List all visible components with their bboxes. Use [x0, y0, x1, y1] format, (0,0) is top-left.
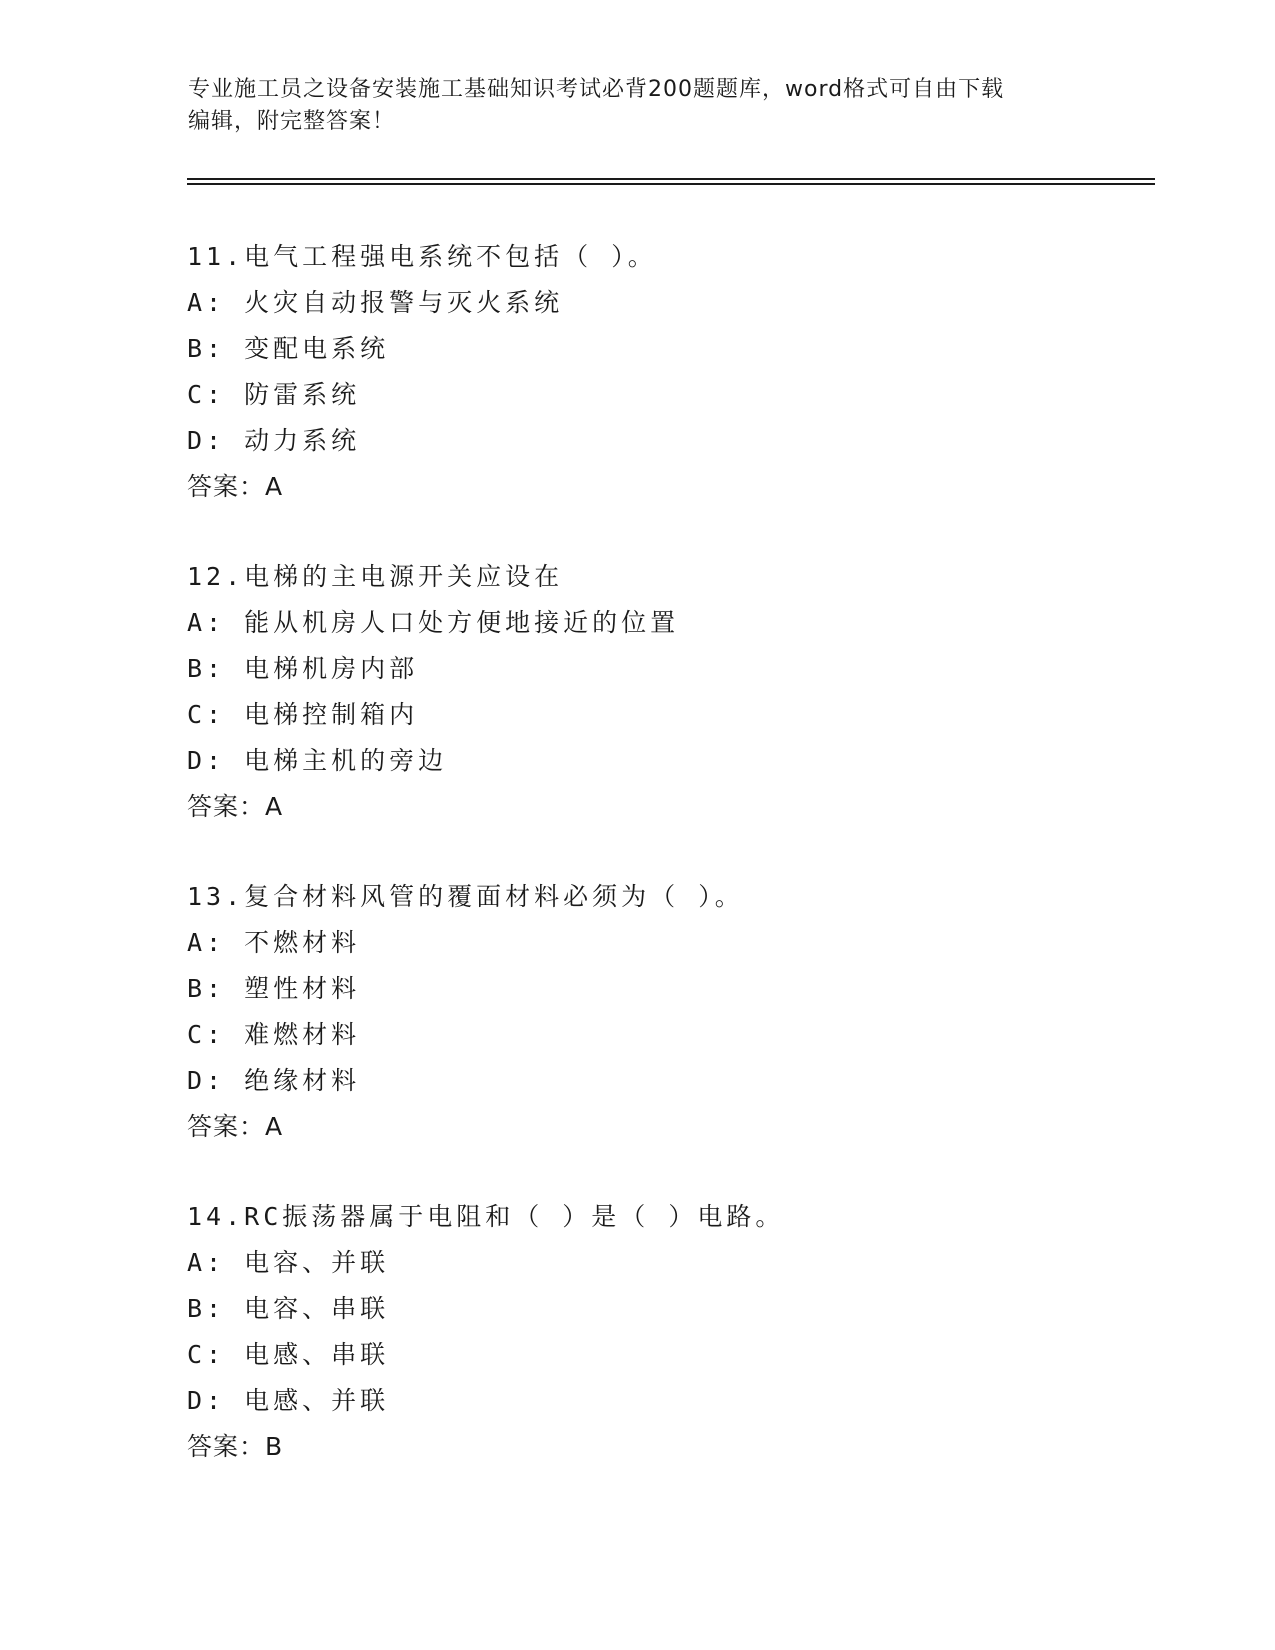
question-11 — [187, 234, 1147, 510]
answer-line: 答案：B — [187, 1432, 284, 1461]
option-a: A: 电容、并联 — [187, 1248, 390, 1277]
option-b: B: 变配电系统 — [187, 334, 390, 363]
option-d: D: 动力系统 — [187, 426, 361, 455]
question-stem: 11.电气工程强电系统不包括（ ）。 — [187, 242, 657, 271]
option-d: D: 电梯主机的旁边 — [187, 746, 448, 775]
option-b: B: 塑性材料 — [187, 974, 361, 1003]
option-b: B: 电容、串联 — [187, 1294, 390, 1323]
question-12 — [187, 554, 1147, 830]
option-d: D: 电感、并联 — [187, 1386, 390, 1415]
header-line-1: 专业施工员之设备安装施工基础知识考试必背200题题库，word格式可自由下载 — [188, 77, 1005, 102]
option-c: C: 防雷系统 — [187, 380, 361, 409]
option-a: A: 火灾自动报警与灭火系统 — [187, 288, 564, 317]
option-c: C: 难燃材料 — [187, 1020, 361, 1049]
option-d: D: 绝缘材料 — [187, 1066, 361, 1095]
document-header — [188, 74, 1088, 138]
question-stem: 14.RC振荡器属于电阻和（ ）是（ ）电路。 — [187, 1202, 785, 1231]
question-14 — [187, 1194, 1147, 1470]
question-stem: 13.复合材料风管的覆面材料必须为（ ）。 — [187, 882, 744, 911]
answer-line: 答案：A — [187, 472, 284, 501]
option-a: A: 不燃材料 — [187, 928, 361, 957]
header-divider-top — [187, 178, 1155, 180]
header-divider-bottom — [187, 183, 1155, 185]
answer-line: 答案：A — [187, 792, 284, 821]
option-a: A: 能从机房人口处方便地接近的位置 — [187, 608, 680, 637]
option-b: B: 电梯机房内部 — [187, 654, 419, 683]
answer-line: 答案：A — [187, 1112, 284, 1141]
header-line-2: 编辑，附完整答案！ — [188, 109, 396, 134]
option-c: C: 电梯控制箱内 — [187, 700, 419, 729]
question-stem: 12.电梯的主电源开关应设在 — [187, 562, 564, 591]
option-c: C: 电感、串联 — [187, 1340, 390, 1369]
question-13 — [187, 874, 1147, 1150]
